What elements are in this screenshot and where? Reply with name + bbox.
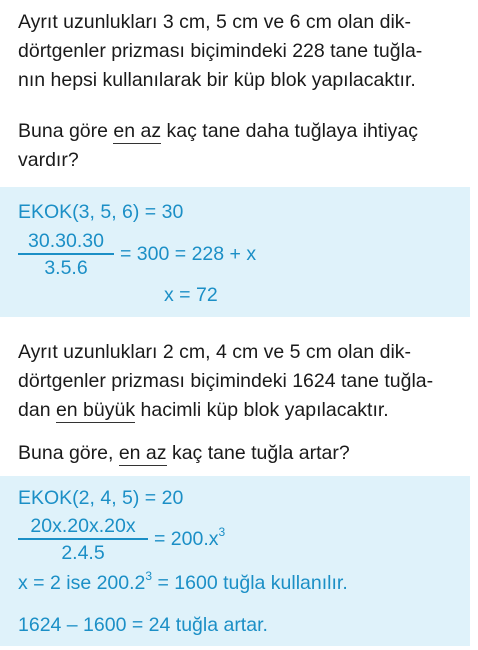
solution-2-numerator: 20x.20x.20x xyxy=(30,515,136,537)
solution-2-ekok: EKOK(2, 4, 5) = 20 xyxy=(18,487,184,509)
problem-1-question-line-1: Buna göre en az kaç tane daha tuğlaya ihtiyaç xyxy=(18,120,419,142)
problem-2-line-3: dan en büyük hacimli küp blok yapılacaktır. xyxy=(18,399,389,421)
problem-1-text xyxy=(18,8,466,95)
problem-1-question xyxy=(18,117,466,175)
solution-1-numerator: 30.30.30 xyxy=(28,230,104,252)
solution-1-equation: = 300 = 228 + x xyxy=(120,243,257,265)
problem-1-line-3: nın hepsi kullanılarak bir küp blok yapılacaktır. xyxy=(18,69,416,91)
solution-2-denominator: 2.4.5 xyxy=(61,541,105,564)
problem-2-line-2: dörtgenler prizması biçimindeki 1624 tane tuğla- xyxy=(18,370,434,392)
solution-2-fraction xyxy=(18,514,148,566)
solution-1-denominator: 3.5.6 xyxy=(44,256,88,279)
problem-2-question xyxy=(18,439,466,468)
problem-1-line-1: Ayrıt uzunlukları 3 cm, 5 cm ve 6 cm olan dik- xyxy=(18,11,412,33)
problem-2-question-line: Buna göre, en az kaç tane tuğla artar? xyxy=(18,442,350,464)
problem-1-line-2: dörtgenler prizması biçimindeki 228 tane tuğla- xyxy=(18,40,423,62)
solution-2-box xyxy=(0,476,470,646)
problem-2-line-1: Ayrıt uzunlukları 2 cm, 4 cm ve 5 cm olan dik- xyxy=(18,341,412,363)
emphasis-en-az: en az xyxy=(113,120,162,142)
emphasis-en-az: en az xyxy=(118,442,167,464)
emphasis-en-buyuk: en büyük xyxy=(55,399,136,421)
solution-2-line-3: x = 2 ise $200.2^3 = 1600$ tuğla kullanılır. xyxy=(18,569,348,594)
solution-1-box xyxy=(0,187,470,317)
solution-1-result: x = 72 xyxy=(164,284,218,306)
solution-1-ekok: EKOK(3, 5, 6) = 30 xyxy=(18,201,184,223)
solution-1-fraction xyxy=(18,229,114,281)
solution-2-line-4: 1624 – 1600 = 24 tuğla artar. xyxy=(18,614,268,636)
problem-2-text xyxy=(18,338,466,425)
solution-2-equation: = $200.x^3$ xyxy=(154,525,226,550)
problem-1-question-line-2: vardır? xyxy=(18,149,79,171)
